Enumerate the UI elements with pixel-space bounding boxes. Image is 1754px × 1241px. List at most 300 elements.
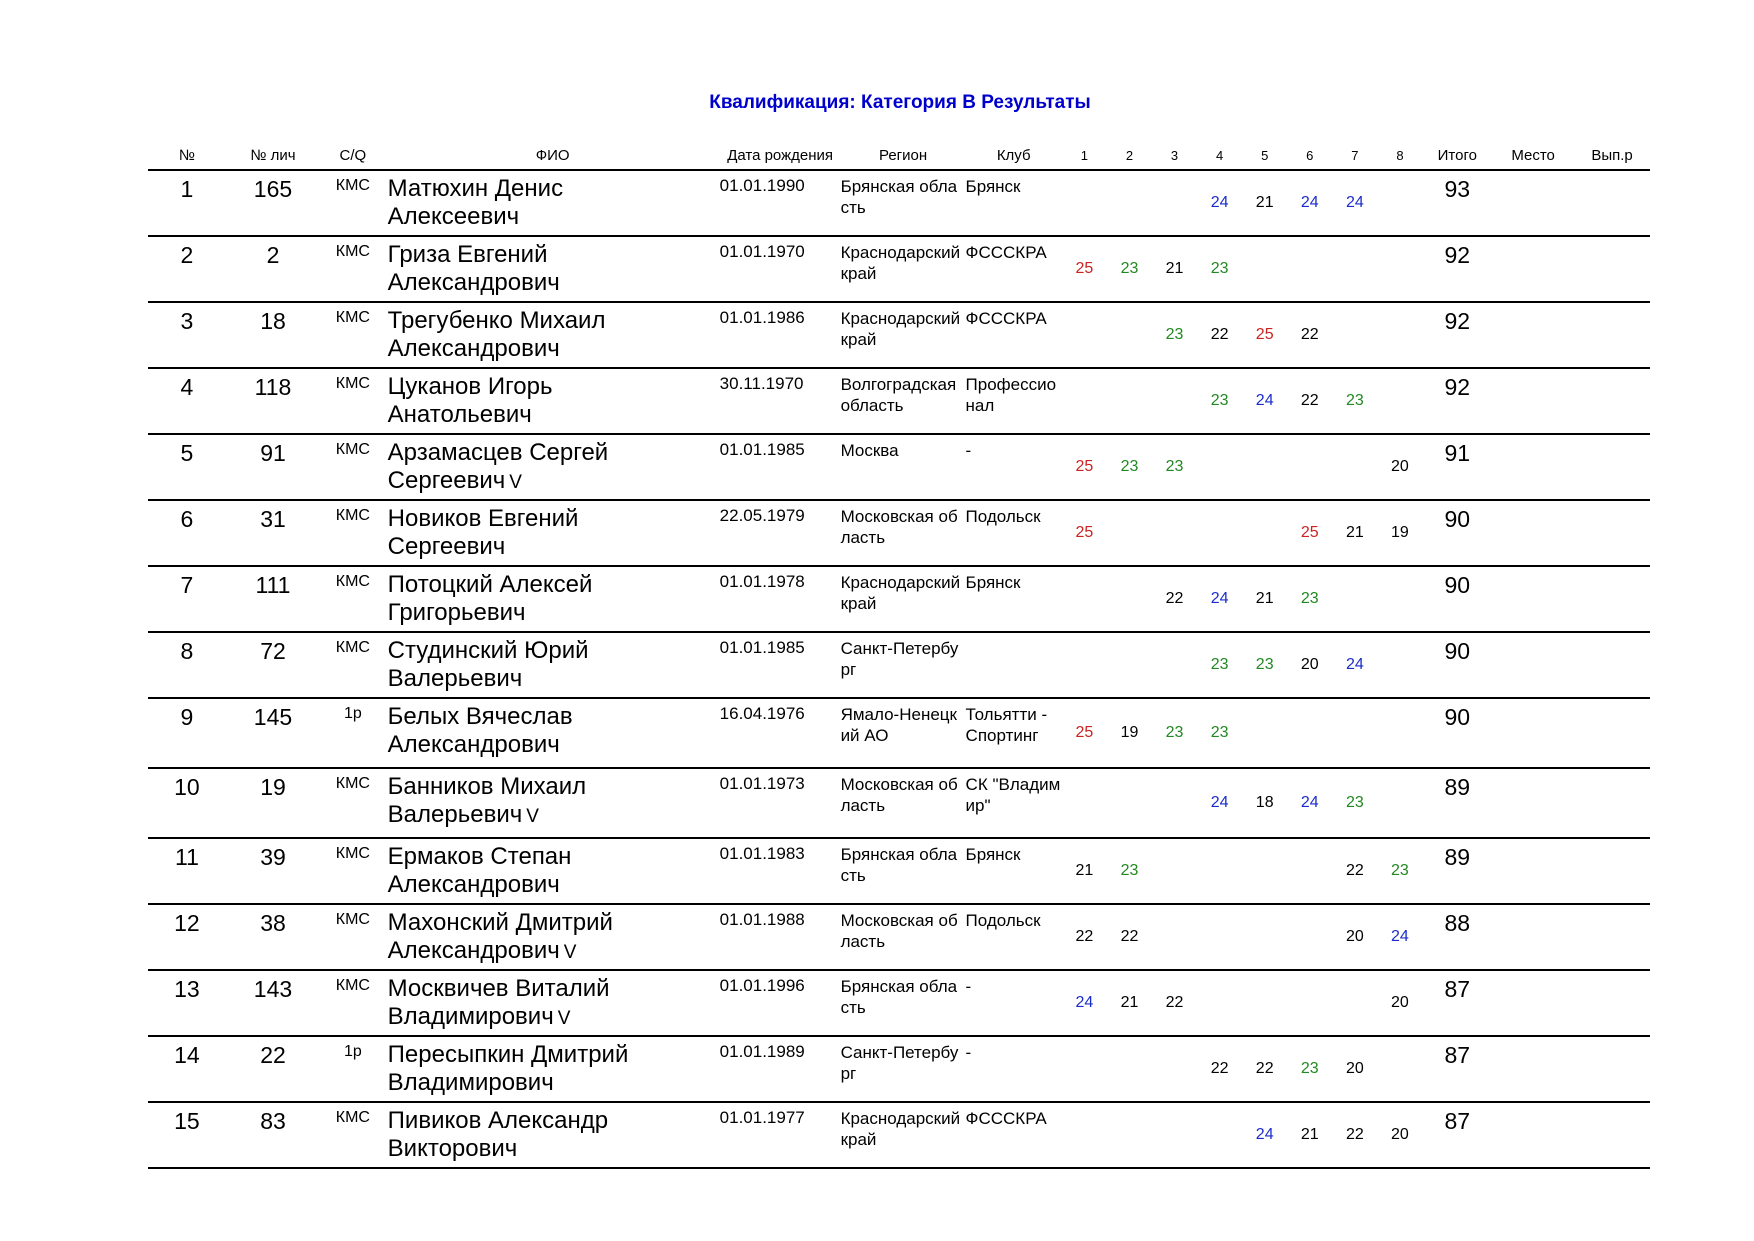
total-score: 89 — [1422, 838, 1492, 904]
rank-achieved — [1574, 1102, 1650, 1168]
total-score: 87 — [1422, 1036, 1492, 1102]
athlete-patronymic-line — [388, 1069, 720, 1099]
athlete-patronymic: Валерьевич — [387, 801, 523, 828]
series-score-2 — [1107, 500, 1152, 566]
veteran-mark: V — [526, 806, 539, 827]
place — [1492, 838, 1574, 904]
athlete-patronymic: Александрович — [387, 731, 560, 758]
series-score-6: 23 — [1287, 566, 1332, 632]
series-score-7 — [1332, 566, 1377, 632]
series-score-1: 25 — [1062, 434, 1107, 500]
table-row — [148, 698, 1650, 768]
birth-date: 01.01.1983 — [720, 838, 841, 904]
series-score-8: 20 — [1377, 1102, 1422, 1168]
series-score-8 — [1377, 566, 1422, 632]
series-score-8 — [1377, 768, 1422, 838]
header-series-3: 3 — [1152, 146, 1197, 170]
series-score-1: 21 — [1062, 838, 1107, 904]
rank-achieved — [1574, 434, 1650, 500]
series-score-2: 23 — [1107, 838, 1152, 904]
region: Брянская область — [841, 970, 966, 1036]
page-title: Квалификация: Категория В Результаты — [709, 92, 1091, 113]
athlete-patronymic-line — [388, 269, 720, 299]
birth-date: 01.01.1989 — [720, 1036, 841, 1102]
header-series-1: 1 — [1062, 146, 1107, 170]
region: Краснодарский край — [841, 236, 966, 302]
total-score: 87 — [1422, 1102, 1492, 1168]
total-score: 92 — [1422, 236, 1492, 302]
series-score-1 — [1062, 1036, 1107, 1102]
athlete-patronymic: Анатольевич — [387, 401, 532, 428]
series-score-2: 19 — [1107, 698, 1152, 768]
series-score-8 — [1377, 170, 1422, 236]
qualification: КМС — [320, 904, 386, 970]
rank-achieved — [1574, 838, 1650, 904]
athlete-surname-name: Трегубенко Михаил — [387, 307, 606, 334]
rank-achieved — [1574, 302, 1650, 368]
qualification: КМС — [320, 170, 386, 236]
athlete-patronymic-line — [388, 401, 720, 431]
header-series-2: 2 — [1107, 146, 1152, 170]
series-score-7 — [1332, 698, 1377, 768]
series-score-5: 18 — [1242, 768, 1287, 838]
series-score-6 — [1287, 838, 1332, 904]
license-number: 2 — [226, 236, 320, 302]
place — [1492, 566, 1574, 632]
table-row — [148, 768, 1650, 838]
region: Брянская область — [841, 838, 966, 904]
series-score-3 — [1152, 632, 1197, 698]
athlete-patronymic: Сергеевич — [387, 467, 506, 494]
header-lic: № лич — [226, 146, 320, 170]
athlete-patronymic-line — [388, 871, 720, 901]
series-score-5: 25 — [1242, 302, 1287, 368]
athlete-surname-name: Арзамасцев Сергей — [387, 439, 609, 466]
row-number: 7 — [148, 566, 226, 632]
rank-achieved — [1574, 632, 1650, 698]
series-score-8: 24 — [1377, 904, 1422, 970]
header-series-8: 8 — [1377, 146, 1422, 170]
series-score-3 — [1152, 768, 1197, 838]
birth-date: 22.05.1979 — [720, 500, 841, 566]
series-score-6: 22 — [1287, 302, 1332, 368]
series-score-3 — [1152, 500, 1197, 566]
qualification: КМС — [320, 632, 386, 698]
series-score-3: 23 — [1152, 698, 1197, 768]
series-score-3: 23 — [1152, 302, 1197, 368]
athlete-patronymic-line — [388, 1135, 720, 1165]
region: Москва — [841, 434, 966, 500]
series-score-8 — [1377, 236, 1422, 302]
series-score-1: 25 — [1062, 236, 1107, 302]
series-score-4 — [1197, 838, 1242, 904]
athlete-name — [386, 170, 720, 236]
place — [1492, 1036, 1574, 1102]
series-score-8 — [1377, 1036, 1422, 1102]
series-score-3 — [1152, 368, 1197, 434]
series-score-5: 22 — [1242, 1036, 1287, 1102]
row-number: 15 — [148, 1102, 226, 1168]
header-row — [148, 146, 1650, 170]
athlete-patronymic-line — [388, 1003, 720, 1033]
header-region: Регион — [841, 146, 966, 170]
series-score-2: 22 — [1107, 904, 1152, 970]
athlete-patronymic: Александрович — [387, 937, 560, 964]
series-score-6 — [1287, 904, 1332, 970]
athlete-surname-name: Цуканов Игорь — [387, 373, 553, 400]
athlete-name — [386, 302, 720, 368]
athlete-name — [386, 434, 720, 500]
series-score-8 — [1377, 698, 1422, 768]
series-score-7: 21 — [1332, 500, 1377, 566]
qualification: КМС — [320, 566, 386, 632]
series-score-8 — [1377, 302, 1422, 368]
series-score-6: 24 — [1287, 768, 1332, 838]
row-number: 4 — [148, 368, 226, 434]
athlete-patronymic: Григорьевич — [387, 599, 526, 626]
row-number: 9 — [148, 698, 226, 768]
series-score-6: 20 — [1287, 632, 1332, 698]
series-score-4: 24 — [1197, 566, 1242, 632]
license-number: 18 — [226, 302, 320, 368]
table-row — [148, 566, 1650, 632]
series-score-7: 24 — [1332, 170, 1377, 236]
athlete-name — [386, 368, 720, 434]
region: Брянская область — [841, 170, 966, 236]
qualification: КМС — [320, 970, 386, 1036]
athlete-name — [386, 236, 720, 302]
region: Волгоградская область — [841, 368, 966, 434]
total-score: 90 — [1422, 632, 1492, 698]
birth-date: 30.11.1970 — [720, 368, 841, 434]
series-score-5: 24 — [1242, 368, 1287, 434]
series-score-7: 23 — [1332, 768, 1377, 838]
athlete-patronymic-line — [388, 203, 720, 233]
header-series-4: 4 — [1197, 146, 1242, 170]
veteran-mark: V — [509, 472, 522, 493]
athlete-patronymic: Сергеевич — [387, 533, 506, 560]
club: Профессионал — [966, 368, 1062, 434]
series-score-3 — [1152, 904, 1197, 970]
club: Брянск — [966, 566, 1062, 632]
birth-date: 01.01.1985 — [720, 632, 841, 698]
table-row — [148, 838, 1650, 904]
table-row — [148, 1036, 1650, 1102]
series-score-1 — [1062, 632, 1107, 698]
table-row — [148, 302, 1650, 368]
total-score: 90 — [1422, 500, 1492, 566]
series-score-7: 23 — [1332, 368, 1377, 434]
qualification: КМС — [320, 302, 386, 368]
series-score-7: 20 — [1332, 1036, 1377, 1102]
athlete-patronymic: Александрович — [387, 269, 560, 296]
header-rank: Вып.р — [1574, 146, 1650, 170]
athlete-name — [386, 500, 720, 566]
rank-achieved — [1574, 236, 1650, 302]
athlete-patronymic: Александрович — [387, 871, 560, 898]
total-score: 91 — [1422, 434, 1492, 500]
series-score-3: 22 — [1152, 566, 1197, 632]
license-number: 39 — [226, 838, 320, 904]
place — [1492, 500, 1574, 566]
header-place: Место — [1492, 146, 1574, 170]
athlete-name — [386, 904, 720, 970]
header-club: Клуб — [966, 146, 1062, 170]
rank-achieved — [1574, 698, 1650, 768]
club: ФСССКРА — [966, 302, 1062, 368]
region: Краснодарский край — [841, 566, 966, 632]
athlete-surname-name: Новиков Евгений — [387, 505, 579, 532]
series-score-7 — [1332, 302, 1377, 368]
total-score: 92 — [1422, 302, 1492, 368]
license-number: 145 — [226, 698, 320, 768]
license-number: 22 — [226, 1036, 320, 1102]
athlete-surname-name: Махонский Дмитрий — [387, 909, 613, 936]
veteran-mark: V — [563, 942, 577, 963]
qualification: КМС — [320, 500, 386, 566]
athlete-surname-name: Матюхин Денис — [387, 175, 564, 202]
athlete-patronymic: Валерьевич — [387, 665, 523, 692]
series-score-4: 22 — [1197, 1036, 1242, 1102]
athlete-patronymic-line — [388, 937, 720, 967]
table-row — [148, 904, 1650, 970]
row-number: 2 — [148, 236, 226, 302]
total-score: 87 — [1422, 970, 1492, 1036]
athlete-name — [386, 1036, 720, 1102]
series-score-5 — [1242, 970, 1287, 1036]
series-score-5 — [1242, 434, 1287, 500]
series-score-8: 20 — [1377, 434, 1422, 500]
rank-achieved — [1574, 566, 1650, 632]
row-number: 8 — [148, 632, 226, 698]
club: - — [966, 434, 1062, 500]
athlete-surname-name: Москвичев Виталий — [387, 975, 610, 1002]
results-body — [148, 170, 1650, 1168]
series-score-6: 22 — [1287, 368, 1332, 434]
series-score-6: 25 — [1287, 500, 1332, 566]
qualification: 1р — [320, 698, 386, 768]
birth-date: 01.01.1985 — [720, 434, 841, 500]
club: Брянск — [966, 170, 1062, 236]
place — [1492, 302, 1574, 368]
series-score-4 — [1197, 970, 1242, 1036]
series-score-5 — [1242, 500, 1287, 566]
place — [1492, 904, 1574, 970]
birth-date: 01.01.1988 — [720, 904, 841, 970]
table-row — [148, 632, 1650, 698]
table-row — [148, 500, 1650, 566]
series-score-1 — [1062, 1102, 1107, 1168]
club: Подольск — [966, 904, 1062, 970]
series-score-7 — [1332, 434, 1377, 500]
series-score-5: 21 — [1242, 566, 1287, 632]
series-score-4 — [1197, 904, 1242, 970]
region: Санкт-Петербург — [841, 632, 966, 698]
place — [1492, 698, 1574, 768]
row-number: 14 — [148, 1036, 226, 1102]
series-score-8: 20 — [1377, 970, 1422, 1036]
series-score-7: 22 — [1332, 1102, 1377, 1168]
series-score-2 — [1107, 632, 1152, 698]
place — [1492, 368, 1574, 434]
series-score-4: 23 — [1197, 368, 1242, 434]
row-number: 10 — [148, 768, 226, 838]
series-score-7 — [1332, 970, 1377, 1036]
license-number: 143 — [226, 970, 320, 1036]
rank-achieved — [1574, 368, 1650, 434]
table-row — [148, 368, 1650, 434]
athlete-patronymic: Викторович — [387, 1135, 518, 1162]
series-score-4 — [1197, 1102, 1242, 1168]
license-number: 31 — [226, 500, 320, 566]
birth-date: 16.04.1976 — [720, 698, 841, 768]
series-score-7 — [1332, 236, 1377, 302]
birth-date: 01.01.1977 — [720, 1102, 841, 1168]
athlete-patronymic: Владимирович — [387, 1069, 554, 1096]
series-score-7: 20 — [1332, 904, 1377, 970]
series-score-6 — [1287, 236, 1332, 302]
total-score: 89 — [1422, 768, 1492, 838]
series-score-2 — [1107, 1102, 1152, 1168]
club: Тольятти - Спортинг — [966, 698, 1062, 768]
qualification: КМС — [320, 768, 386, 838]
club: ФСССКРА — [966, 236, 1062, 302]
row-number: 13 — [148, 970, 226, 1036]
athlete-surname-name: Пересыпкин Дмитрий — [387, 1041, 629, 1068]
series-score-2: 23 — [1107, 434, 1152, 500]
license-number: 72 — [226, 632, 320, 698]
athlete-surname-name: Студинский Юрий — [387, 637, 589, 664]
rank-achieved — [1574, 904, 1650, 970]
club: СК "Владимир" — [966, 768, 1062, 838]
header-series-6: 6 — [1287, 146, 1332, 170]
header-date: Дата рождения — [720, 146, 841, 170]
place — [1492, 170, 1574, 236]
results-table — [148, 146, 1650, 1169]
series-score-4: 22 — [1197, 302, 1242, 368]
license-number: 91 — [226, 434, 320, 500]
license-number: 19 — [226, 768, 320, 838]
club: - — [966, 970, 1062, 1036]
athlete-name — [386, 698, 720, 768]
birth-date: 01.01.1990 — [720, 170, 841, 236]
series-score-5 — [1242, 838, 1287, 904]
header-total: Итого — [1422, 146, 1492, 170]
region: Ямало-Ненецкий АО — [841, 698, 966, 768]
series-score-4: 23 — [1197, 236, 1242, 302]
series-score-7: 22 — [1332, 838, 1377, 904]
club: Брянск — [966, 838, 1062, 904]
series-score-2 — [1107, 566, 1152, 632]
row-number: 6 — [148, 500, 226, 566]
series-score-6 — [1287, 434, 1332, 500]
place — [1492, 1102, 1574, 1168]
series-score-3 — [1152, 1102, 1197, 1168]
athlete-patronymic-line — [388, 335, 720, 365]
series-score-3: 23 — [1152, 434, 1197, 500]
series-score-2 — [1107, 170, 1152, 236]
header-series-7: 7 — [1332, 146, 1377, 170]
rank-achieved — [1574, 170, 1650, 236]
series-score-1: 24 — [1062, 970, 1107, 1036]
row-number: 3 — [148, 302, 226, 368]
athlete-surname-name: Потоцкий Алексей — [387, 571, 593, 598]
license-number: 111 — [226, 566, 320, 632]
athlete-name — [386, 838, 720, 904]
header-cq: C/Q — [320, 146, 386, 170]
birth-date: 01.01.1970 — [720, 236, 841, 302]
athlete-surname-name: Белых Вячеслав — [387, 703, 573, 730]
athlete-patronymic-line — [388, 467, 720, 497]
birth-date: 01.01.1973 — [720, 768, 841, 838]
athlete-surname-name: Банников Михаил — [387, 773, 587, 800]
qualification: КМС — [320, 434, 386, 500]
athlete-name — [386, 768, 720, 838]
rank-achieved — [1574, 500, 1650, 566]
series-score-5: 21 — [1242, 170, 1287, 236]
athlete-name — [386, 566, 720, 632]
qualification: КМС — [320, 236, 386, 302]
table-row — [148, 170, 1650, 236]
series-score-1 — [1062, 768, 1107, 838]
series-score-2 — [1107, 368, 1152, 434]
series-score-1: 25 — [1062, 698, 1107, 768]
series-score-4: 23 — [1197, 632, 1242, 698]
athlete-name — [386, 970, 720, 1036]
athlete-patronymic-line — [388, 801, 720, 831]
series-score-2 — [1107, 768, 1152, 838]
athlete-surname-name: Ермаков Степан — [387, 843, 572, 870]
series-score-3: 22 — [1152, 970, 1197, 1036]
series-score-7: 24 — [1332, 632, 1377, 698]
athlete-patronymic: Александрович — [387, 335, 560, 362]
series-score-2 — [1107, 302, 1152, 368]
rank-achieved — [1574, 970, 1650, 1036]
birth-date: 01.01.1996 — [720, 970, 841, 1036]
veteran-mark: V — [557, 1008, 571, 1029]
series-score-3 — [1152, 1036, 1197, 1102]
place — [1492, 632, 1574, 698]
birth-date: 01.01.1978 — [720, 566, 841, 632]
series-score-1: 25 — [1062, 500, 1107, 566]
athlete-name — [386, 1102, 720, 1168]
series-score-1 — [1062, 170, 1107, 236]
series-score-8 — [1377, 632, 1422, 698]
total-score: 90 — [1422, 698, 1492, 768]
series-score-5 — [1242, 236, 1287, 302]
table-row — [148, 236, 1650, 302]
rank-achieved — [1574, 1036, 1650, 1102]
header-series-5: 5 — [1242, 146, 1287, 170]
series-score-4 — [1197, 500, 1242, 566]
row-number: 11 — [148, 838, 226, 904]
series-score-6 — [1287, 698, 1332, 768]
header-num: № — [148, 146, 226, 170]
table-row — [148, 1102, 1650, 1168]
club: Подольск — [966, 500, 1062, 566]
athlete-patronymic-line — [388, 665, 720, 695]
athlete-patronymic-line — [388, 731, 720, 761]
series-score-6: 21 — [1287, 1102, 1332, 1168]
license-number: 83 — [226, 1102, 320, 1168]
row-number: 5 — [148, 434, 226, 500]
series-score-3: 21 — [1152, 236, 1197, 302]
series-score-5 — [1242, 698, 1287, 768]
series-score-8: 19 — [1377, 500, 1422, 566]
qualification: КМС — [320, 368, 386, 434]
place — [1492, 434, 1574, 500]
series-score-1: 22 — [1062, 904, 1107, 970]
